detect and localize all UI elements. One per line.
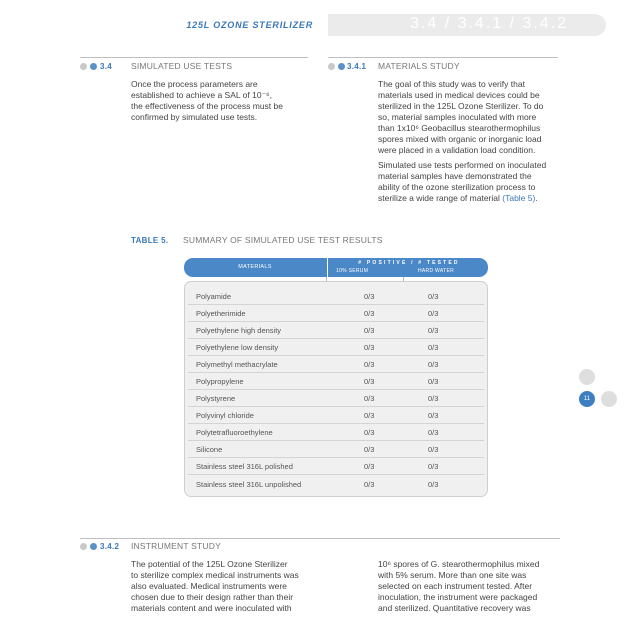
table-row xyxy=(188,372,484,390)
cell-material: Stainless steel 316L unpolished xyxy=(196,480,302,489)
table-row xyxy=(188,440,484,458)
cell-serum: 0/3 xyxy=(364,411,375,420)
text-line: Simulated use tests performed on inoculated xyxy=(378,160,547,170)
cell-hard-water: 0/3 xyxy=(428,360,439,369)
cell-hard-water: 0/3 xyxy=(428,445,439,454)
section-rule xyxy=(80,57,308,58)
header-title: 125L OZONE STERILIZER xyxy=(186,20,313,30)
section-bullet-icon xyxy=(80,543,97,550)
cell-material: Polyamide xyxy=(196,292,232,301)
section-number: 3.4.1 xyxy=(347,62,367,71)
cell-serum: 0/3 xyxy=(364,360,375,369)
cell-hard-water: 0/3 xyxy=(428,377,439,386)
cell-serum: 0/3 xyxy=(364,326,375,335)
text-line: the effectiveness of the process must be xyxy=(131,101,283,111)
table-row xyxy=(188,475,484,492)
header-left xyxy=(80,14,325,36)
cell-material: Polyetherimide xyxy=(196,309,246,318)
text-line: inoculation, the instrument were packaged xyxy=(378,592,538,602)
text-line: materials used in medical devices could be xyxy=(378,90,540,100)
text-line: ability of the ozone sterilization process to xyxy=(378,182,536,192)
table-row xyxy=(188,338,484,356)
cell-serum: 0/3 xyxy=(364,292,375,301)
text-line: also evaluated. Medical instruments were xyxy=(131,581,287,591)
text-line: The goal of this study was to verify that xyxy=(378,79,525,89)
text-line: sterilize a wide range of material xyxy=(378,193,503,203)
cell-hard-water: 0/3 xyxy=(428,343,439,352)
text-line: sterilized in the 125L Ozone Sterilizer. To do xyxy=(378,101,544,111)
header-section-numbers: 3.4 / 3.4.1 / 3.4.2 xyxy=(410,15,569,32)
section-bullet-icon xyxy=(328,63,345,70)
cell-material: Polyethylene high density xyxy=(196,326,282,335)
cell-material: Polytetrafluoroethylene xyxy=(196,428,273,437)
table-row xyxy=(188,389,484,407)
section-title: SIMULATED USE TESTS xyxy=(131,61,233,71)
cell-material: Polyethylene low density xyxy=(196,343,279,352)
cell-hard-water: 0/3 xyxy=(428,462,439,471)
cell-serum: 0/3 xyxy=(364,480,375,489)
text-line: material samples have demonstrated the xyxy=(378,171,532,181)
cell-serum: 0/3 xyxy=(364,394,375,403)
text-line: confirmed by simulated use tests. xyxy=(131,112,258,122)
table-header xyxy=(184,258,488,277)
text-line: and sterilized. Quantitative recovery was xyxy=(378,603,531,613)
cell-material: Polystyrene xyxy=(196,394,236,403)
table-title: SUMMARY OF SIMULATED USE TEST RESULTS xyxy=(183,235,383,245)
cell-material: Stainless steel 316L polished xyxy=(196,462,293,471)
materials-study-paragraph-1 xyxy=(378,79,543,156)
section-number: 3.4.2 xyxy=(100,542,120,551)
cell-material: Polyvinyl chloride xyxy=(196,411,254,420)
cell-hard-water: 0/3 xyxy=(428,411,439,420)
column-group-header: # POSITIVE / # TESTED xyxy=(358,260,460,266)
section-title: INSTRUMENT STUDY xyxy=(131,541,221,551)
table-row xyxy=(188,304,484,322)
cell-serum: 0/3 xyxy=(364,309,375,318)
table-row xyxy=(188,406,484,424)
table-5-link[interactable]: (Table 5) xyxy=(502,193,536,203)
table-row xyxy=(188,423,484,441)
header-right xyxy=(328,14,606,36)
table-row xyxy=(188,355,484,373)
text-line: to sterilize complex medical instruments was xyxy=(131,570,299,580)
instrument-study-right-column xyxy=(378,559,539,614)
text-line: spores mixed with organic or inorganic load xyxy=(378,134,542,144)
materials-study-paragraph-2 xyxy=(378,160,546,204)
cell-serum: 0/3 xyxy=(364,445,375,454)
section-rule xyxy=(328,57,558,58)
cell-serum: 0/3 xyxy=(364,462,375,471)
text-line: than 1x10⁶ Geobacillus stearothermophilus xyxy=(378,123,541,133)
text-line: were placed in a validation load condition. xyxy=(378,145,536,155)
cell-hard-water: 0/3 xyxy=(428,480,439,489)
table-row xyxy=(188,457,484,475)
cell-hard-water: 0/3 xyxy=(428,394,439,403)
page-nav-dot xyxy=(579,369,595,385)
cell-hard-water: 0/3 xyxy=(428,326,439,335)
table-row xyxy=(188,287,484,305)
cell-material: Polymethyl methacrylate xyxy=(196,360,278,369)
text-line: selected on each instrument tested. After xyxy=(378,581,533,591)
text-line: chosen due to their design rather than their xyxy=(131,592,294,602)
section-34-paragraph xyxy=(131,79,283,123)
column-header-hard-water: HARD WATER xyxy=(418,268,455,274)
section-bullet-icon xyxy=(80,63,97,70)
text-line-end: . xyxy=(535,193,538,203)
cell-hard-water: 0/3 xyxy=(428,292,439,301)
table-row xyxy=(188,321,484,339)
cell-hard-water: 0/3 xyxy=(428,309,439,318)
section-rule xyxy=(80,538,560,539)
cell-material: Polypropylene xyxy=(196,377,244,386)
column-header-serum: 10% SERUM xyxy=(336,268,369,274)
column-header-materials: MATERIALS xyxy=(238,264,272,270)
page-nav-dot xyxy=(601,391,617,407)
text-line: established to achieve a SAL of 10⁻⁶, xyxy=(131,90,272,100)
table-label: TABLE 5. xyxy=(131,236,169,245)
text-line: with 5% serum. More than one site was xyxy=(378,570,527,580)
text-line: The potential of the 125L Ozone Sterilizer xyxy=(131,559,288,569)
text-line: Once the process parameters are xyxy=(131,79,258,89)
text-line: materials content and were inoculated with xyxy=(131,603,292,613)
text-line: so, material samples inoculated with more xyxy=(378,112,537,122)
text-line: 10⁶ spores of G. stearothermophilus mixed xyxy=(378,559,540,569)
cell-serum: 0/3 xyxy=(364,377,375,386)
cell-hard-water: 0/3 xyxy=(428,428,439,437)
header-divider xyxy=(327,258,328,277)
instrument-study-left-column xyxy=(131,559,299,614)
cell-material: Silicone xyxy=(196,445,223,454)
cell-serum: 0/3 xyxy=(364,343,375,352)
section-number: 3.4 xyxy=(100,62,113,71)
cell-serum: 0/3 xyxy=(364,428,375,437)
page-number: 11 xyxy=(579,391,595,407)
section-title: MATERIALS STUDY xyxy=(378,61,460,71)
